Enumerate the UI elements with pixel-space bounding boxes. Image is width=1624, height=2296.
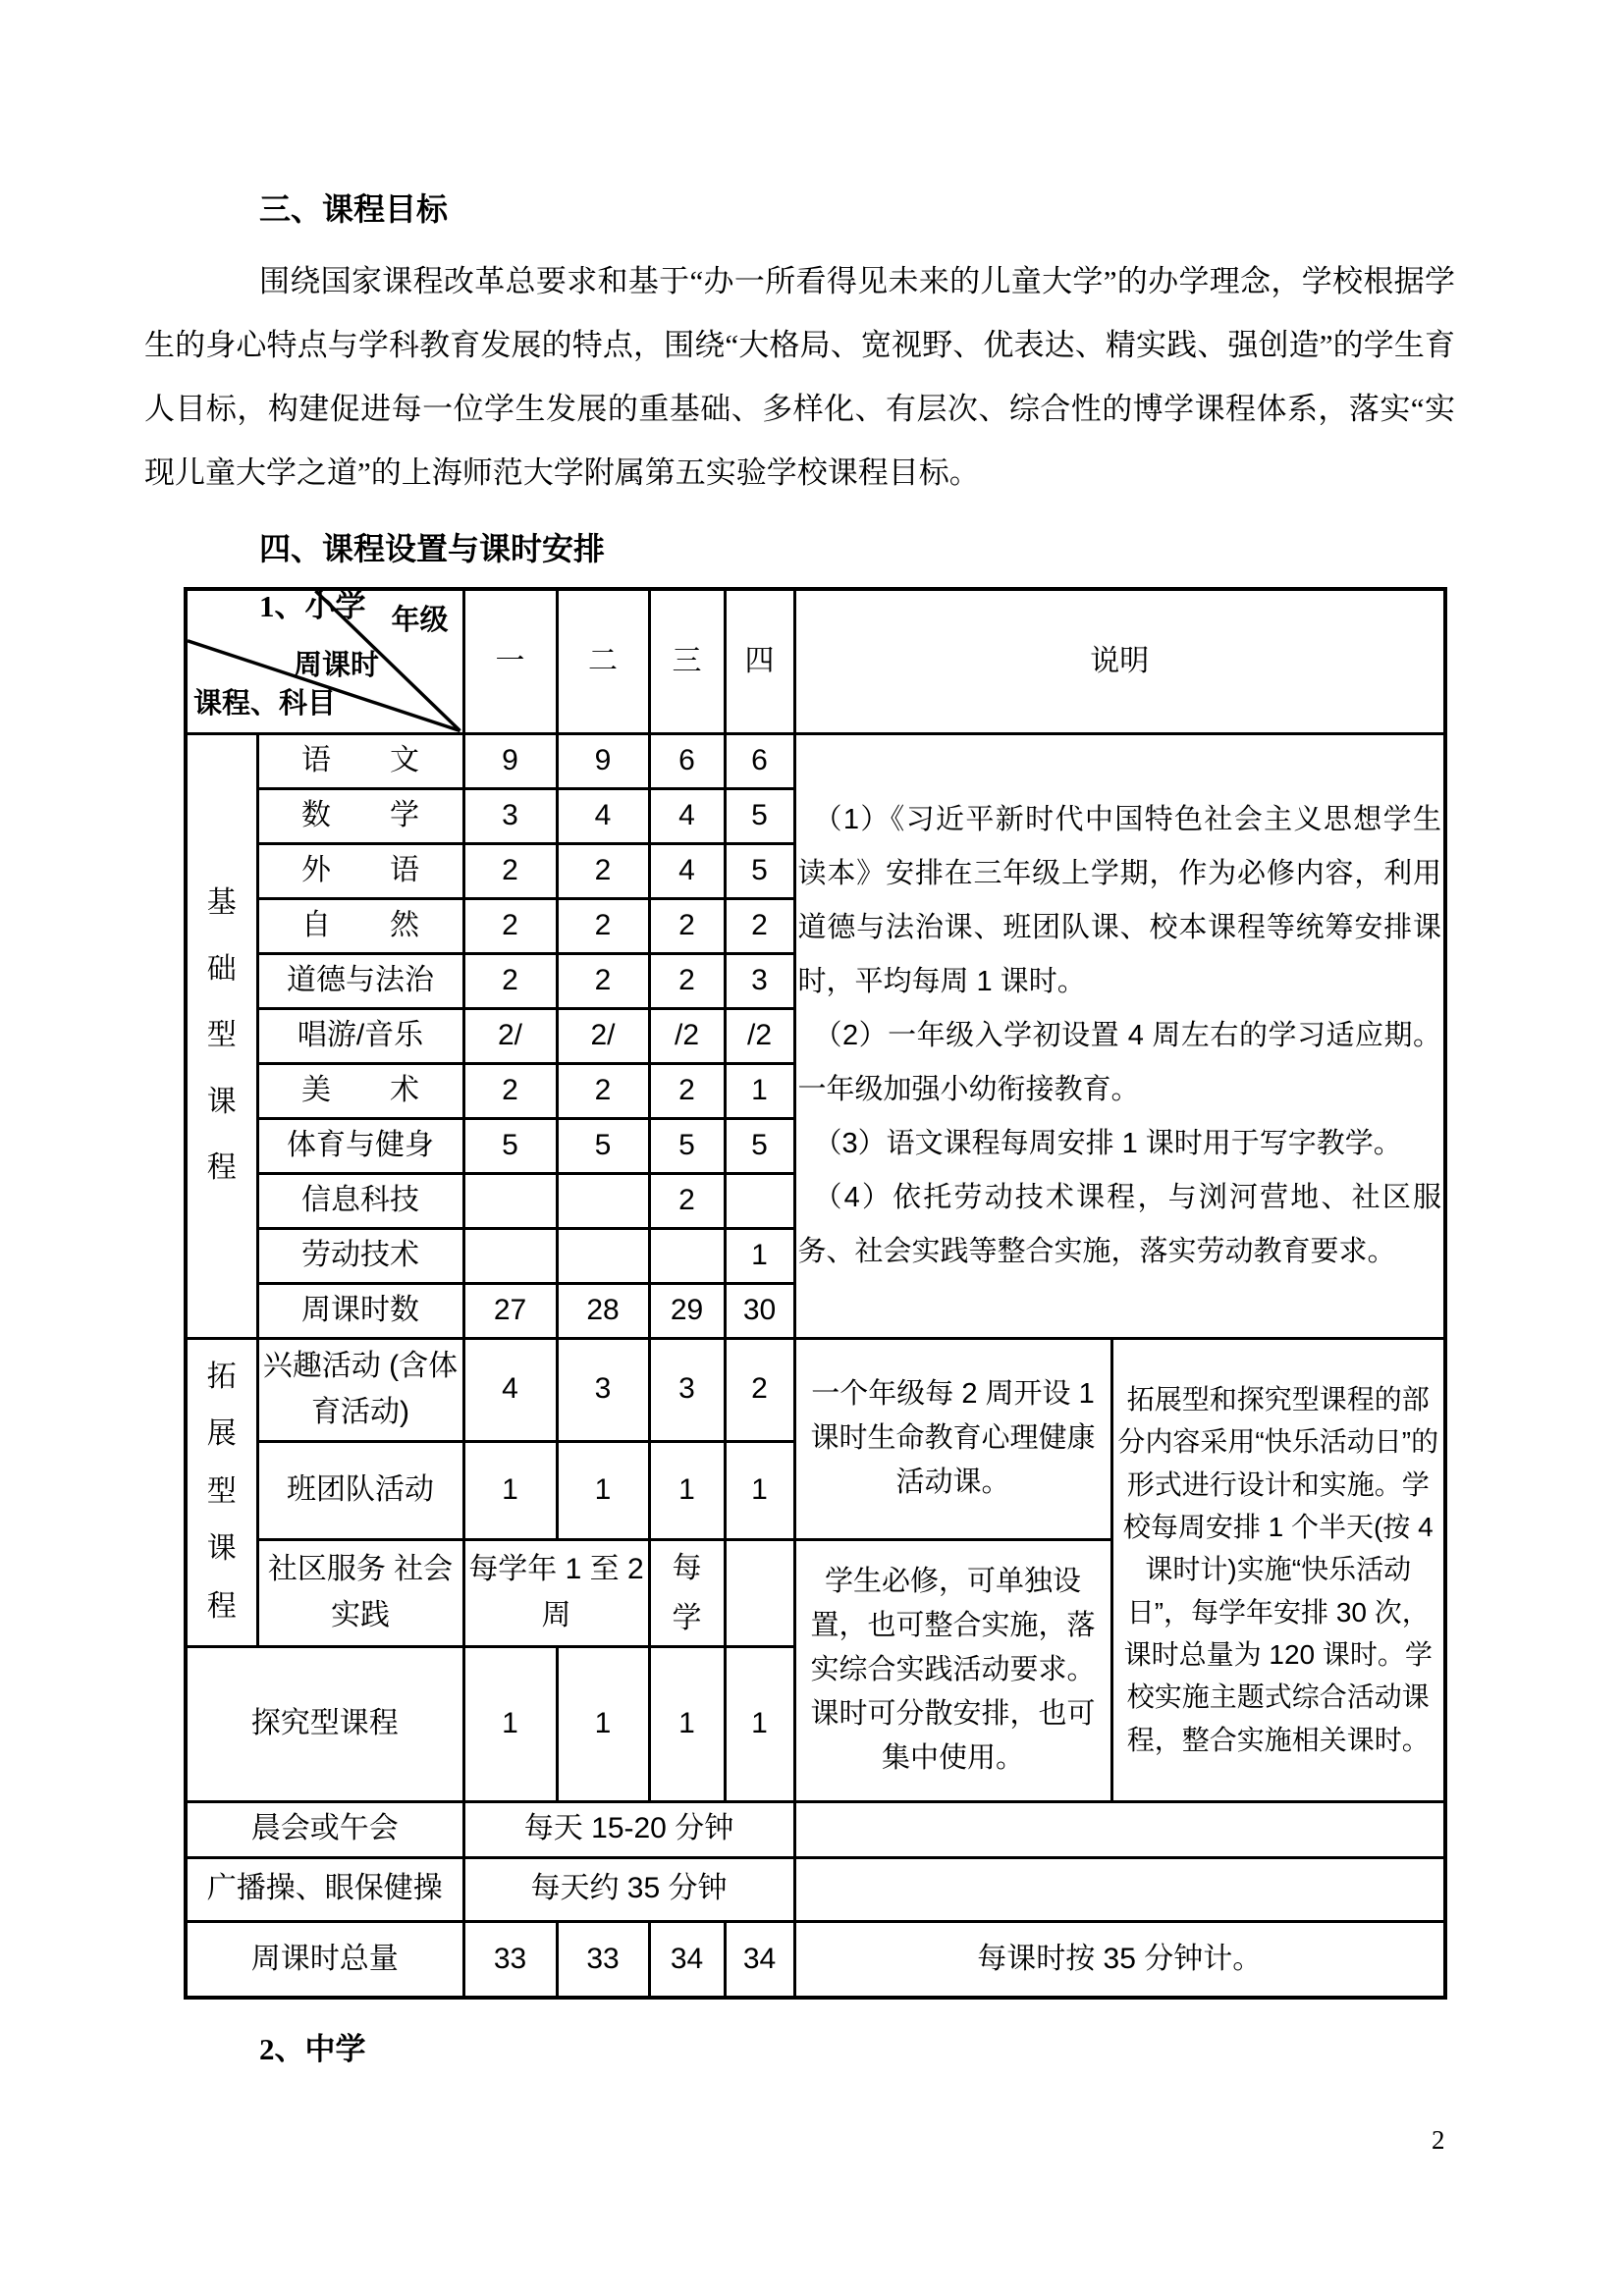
- note-paragraph: （2）一年级入学初设置 4 周左右的学习适应期。一年级加强小幼衔接教育。: [797, 1019, 1441, 1105]
- cell-value: 2: [557, 953, 649, 1008]
- subject-label: 唱游/音乐: [257, 1008, 463, 1063]
- diagonal-corner-cell: [186, 589, 463, 733]
- note-paragraph: （4）依托劳动技术课程，与浏河营地、社区服务、社会实践等整合实施，落实劳动教育要求。: [797, 1181, 1441, 1267]
- section3-paragraph: 围绕国家课程改革总要求和基于“办一所看得见未来的儿童大学”的办学理念，学校根据学生的身心特点与学科教育发展的特点，围绕“大格局、宽视野、优表达、精实践、强创造”的学生育人目标，构建促进每一位学生发展的重基础、多样化、有层次、综合性的博学课程体系，落实“实现儿童大学之道”的上海师范大学附属第五实验学校课程目标。: [144, 264, 1455, 490]
- cell-value: 1: [725, 1441, 794, 1539]
- cell-value: 每学年 1 至 2 周: [463, 1539, 649, 1646]
- cell-value: 1: [557, 1646, 649, 1801]
- extended-course-group-label: 拓展型课程: [206, 1360, 237, 1623]
- top-text-block: [144, 187, 1455, 628]
- cell-value: 2: [649, 898, 725, 953]
- subject-label: 体育与健身: [257, 1118, 463, 1173]
- table-row: [186, 733, 1445, 788]
- cell-value: 33: [557, 1921, 649, 1998]
- extended-note-left-top: 一个年级每 2 周开设 1 课时生命教育心理健康活动课。: [794, 1338, 1111, 1539]
- subject-label: 劳动技术: [257, 1228, 463, 1283]
- cell-value: 5: [463, 1118, 557, 1173]
- cell-value: 4: [463, 1338, 557, 1441]
- cell-value: 9: [557, 733, 649, 788]
- cell-value: 29: [649, 1283, 725, 1338]
- cell-value: 2: [557, 1063, 649, 1118]
- page-number: 2: [1432, 2125, 1445, 2155]
- grade-1-header: 一: [463, 589, 557, 733]
- subject-label: 周课时数: [257, 1283, 463, 1338]
- cell-value: 4: [649, 788, 725, 843]
- cell-value: 2: [649, 953, 725, 1008]
- cell-value: 30: [725, 1283, 794, 1338]
- cell-value: 6: [649, 733, 725, 788]
- table-row: [186, 1921, 1445, 1998]
- cell-value: [557, 1228, 649, 1283]
- basic-notes: [798, 793, 1442, 1279]
- cell-value: 1: [725, 1063, 794, 1118]
- grade-2-header: 二: [557, 589, 649, 733]
- cell-value: /2: [649, 1008, 725, 1063]
- cell-value: [649, 1539, 725, 1646]
- cell-value: 3: [649, 1338, 725, 1441]
- corner-label-weekly-hours: 周课时: [294, 650, 380, 681]
- note-paragraph: （1）《习近平新时代中国特色社会主义思想学生读本》安排在三年级上学期，作为必修内容，利用道德与法治课、班团队课、校本课程等统筹安排课时，平均每周 1 课时。: [797, 803, 1441, 997]
- table-row: [186, 1801, 1445, 1857]
- cell-value: 2: [649, 1173, 725, 1228]
- table-row: [186, 1338, 1445, 1441]
- cell-value: [557, 1173, 649, 1228]
- corner-label-grade: 年级: [391, 605, 449, 636]
- cell-value: 2/: [463, 1008, 557, 1063]
- extended-note-right: 拓展型和探究型课程的部分内容采用“快乐活动日”的形式进行设计和实施。学校每周安排 1 个半天(按 4 课时计)实施“快乐活动日”，每学年安排 30 次，课时总量为 120 课时。学校实施主题式综合活动课程，整合实施相关课时。: [1111, 1338, 1445, 1801]
- subject-label: 数 学: [257, 788, 463, 843]
- subject-label: 信息科技: [257, 1173, 463, 1228]
- cell-value: 1: [649, 1441, 725, 1539]
- cell-value: 1: [725, 1646, 794, 1801]
- cell-value: 4: [649, 843, 725, 898]
- corner-label-course-subject: 课程、科目: [193, 687, 337, 720]
- cell-value: 5: [725, 788, 794, 843]
- note-cell: [794, 1857, 1445, 1921]
- cell-value: 33: [463, 1921, 557, 1998]
- extended-note-left-bottom: 学生必修，可单独设置，也可整合实施，落实综合实践活动要求。课时可分散安排，也可集中使用。: [794, 1539, 1111, 1801]
- cell-value: 2: [463, 843, 557, 898]
- cell-value: 3: [463, 788, 557, 843]
- notes-header: 说明: [794, 589, 1445, 733]
- note-paragraph: （3）语文课程每周安排 1 课时用于写字教学。: [813, 1127, 1402, 1159]
- subject-label: 探究型课程: [186, 1646, 463, 1801]
- subject-label: 广播操、眼保健操: [186, 1857, 463, 1921]
- cell-value: 2: [725, 898, 794, 953]
- cell-value-text: 每学: [672, 1551, 702, 1634]
- cell-value: 2: [463, 1063, 557, 1118]
- extended-course-group-cell: [186, 1338, 257, 1646]
- basic-course-group-label: 基础型课程: [206, 886, 237, 1185]
- subject-label: 周课时总量: [186, 1921, 463, 1998]
- cell-value: [463, 1173, 557, 1228]
- cell-value: 2/: [557, 1008, 649, 1063]
- cell-value: 1: [649, 1646, 725, 1801]
- cell-value: 34: [725, 1921, 794, 1998]
- cell-value: 2: [725, 1338, 794, 1441]
- cell-value: 2: [463, 898, 557, 953]
- subject-label: 兴趣活动 (含体育活动): [257, 1338, 463, 1441]
- section4-heading: 四、课程设置与课时安排: [259, 531, 606, 566]
- cell-value: 28: [557, 1283, 649, 1338]
- cell-value: 5: [649, 1118, 725, 1173]
- table-header-row: [186, 589, 1445, 733]
- cell-value: 每天 15-20 分钟: [463, 1801, 794, 1857]
- cell-value: /2: [725, 1008, 794, 1063]
- cell-value: 2: [557, 843, 649, 898]
- subject-label: 美 术: [257, 1063, 463, 1118]
- cell-value: 5: [725, 1118, 794, 1173]
- basic-notes-cell: [794, 733, 1445, 1338]
- cell-value: 1: [463, 1646, 557, 1801]
- cell-value: 5: [725, 843, 794, 898]
- cell-value: 2: [463, 953, 557, 1008]
- cell-value: 34: [649, 1921, 725, 1998]
- cell-value: 3: [557, 1338, 649, 1441]
- note-cell: 每课时按 35 分钟计。: [794, 1921, 1445, 1998]
- cell-value: 2: [649, 1063, 725, 1118]
- cell-value: 1: [463, 1441, 557, 1539]
- cell-value: 5: [557, 1118, 649, 1173]
- cell-value: 3: [725, 953, 794, 1008]
- table-row: [186, 1857, 1445, 1921]
- cell-value: [725, 1173, 794, 1228]
- subheading-secondary-school: 2、中学: [259, 2032, 366, 2066]
- subject-label: 外 语: [257, 843, 463, 898]
- cell-value: 9: [463, 733, 557, 788]
- grade-4-header: 四: [725, 589, 794, 733]
- note-cell: [794, 1801, 1445, 1857]
- subject-label: 自 然: [257, 898, 463, 953]
- cell-value: 4: [557, 788, 649, 843]
- cell-value: 1: [725, 1228, 794, 1283]
- cell-value: 每天约 35 分钟: [463, 1857, 794, 1921]
- subject-label: 语 文: [257, 733, 463, 788]
- cell-value: 1: [557, 1441, 649, 1539]
- grade-3-header: 三: [649, 589, 725, 733]
- primary-school-schedule-table: [184, 587, 1447, 2000]
- cell-value: [649, 1228, 725, 1283]
- cell-value: [463, 1228, 557, 1283]
- subheading-primary-school: 1、小学: [259, 589, 366, 623]
- basic-course-group-cell: [186, 733, 257, 1338]
- subject-label: 晨会或午会: [186, 1801, 463, 1857]
- cell-value: 27: [463, 1283, 557, 1338]
- subject-label: 社区服务 社会实践: [257, 1539, 463, 1646]
- cell-value: 6: [725, 733, 794, 788]
- subject-label: 班团队活动: [257, 1441, 463, 1539]
- cell-value: 2: [557, 898, 649, 953]
- section3-heading: 三、课程目标: [259, 191, 449, 227]
- subject-label: 道德与法治: [257, 953, 463, 1008]
- cell-value: [725, 1539, 794, 1646]
